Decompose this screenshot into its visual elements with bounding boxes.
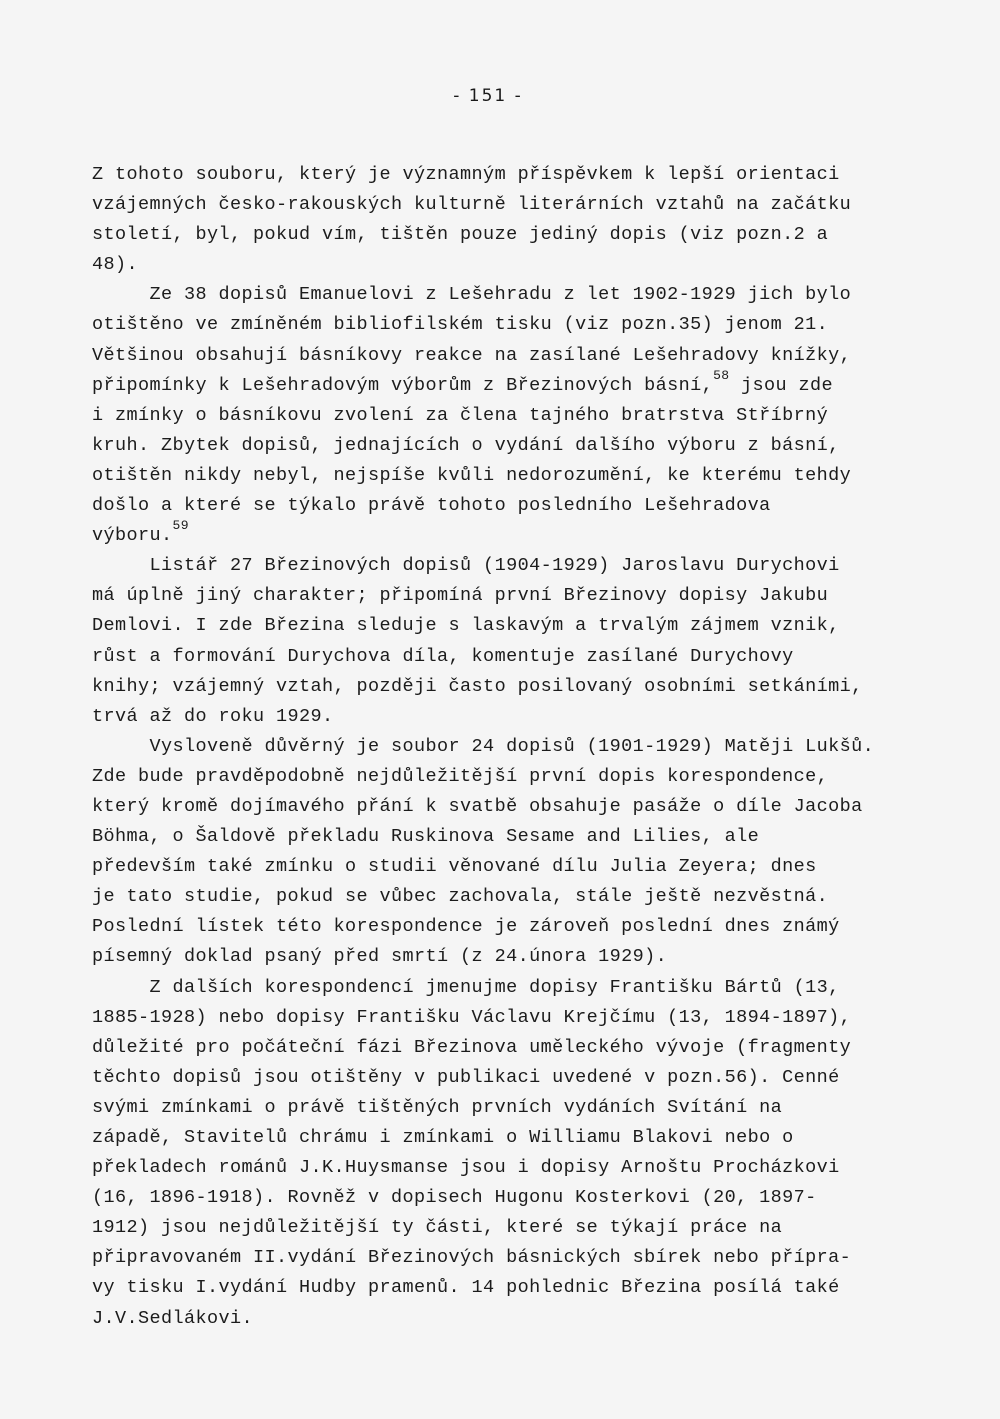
text-line [92, 491, 922, 521]
text-line-content: knihy; vzájemný vztah, později často posilovaný osobními setkáními, [92, 675, 863, 697]
text-line [92, 1243, 922, 1273]
text-line [92, 581, 922, 611]
text-line [92, 310, 922, 340]
text-line [92, 822, 922, 852]
text-line-content: svými zmínkami o právě tištěných prvních vydáních Svítání na [92, 1096, 783, 1118]
text-line [92, 461, 922, 491]
text-line-content: J.V.Sedlákovi. [92, 1307, 254, 1329]
text-line [92, 1213, 922, 1243]
text-line [92, 280, 922, 310]
text-line [92, 852, 922, 882]
text-line-content: došlo a které se týkalo právě tohoto posledního Lešehradova [92, 495, 771, 517]
text-line-content: (16, 1896-1918). Rovněž v dopisech Hugonu Kosterkovi (20, 1897- [92, 1187, 817, 1209]
text-line [92, 611, 922, 641]
text-line-content: těchto dopisů jsou otištěny v publikaci uvedené v pozn.56). Cenné [92, 1066, 840, 1088]
text-line-content: překladech románů J.K.Huysmanse jsou i dopisy Arnoštu Procházkovi [92, 1157, 840, 1179]
text-line [92, 1093, 922, 1123]
text-line-content: 1912) jsou nejdůležitější ty části, které se týkají práce na [92, 1217, 783, 1239]
text-line-content: především také zmínku o studii věnované dílu Julia Zeyera; dnes [92, 856, 817, 878]
text-line [92, 792, 922, 822]
body-text [92, 160, 922, 1334]
text-line-content: otištěn nikdy nebyl, nejspíše kvůli nedorozumění, ke kterému tehdy [92, 464, 852, 486]
text-line-content: který kromě dojímavého přání k svatbě obsahuje pasáže o díle Jacoba [92, 795, 863, 817]
footnote-reference: 58 [713, 367, 730, 383]
text-line-content: století, byl, pokud vím, tištěn pouze jediný dopis (viz pozn.2 a [92, 224, 829, 246]
text-line-content: i zmínky o básníkovu zvolení za člena tajného bratrstva Stříbrný [92, 404, 829, 426]
text-line [92, 762, 922, 792]
footnote-reference: 59 [172, 518, 189, 534]
text-line [92, 1003, 922, 1033]
text-line [92, 912, 922, 942]
page-number: - 151 - [453, 86, 523, 106]
text-line [92, 642, 922, 672]
text-line-content: Demlovi. I zde Březina sleduje s laskavým a trvalým zájmem vznik, [92, 615, 840, 637]
text-line [92, 1033, 922, 1063]
text-line [92, 401, 922, 431]
text-line [92, 190, 922, 220]
text-line [92, 250, 922, 280]
text-line-content: vzájemných česko-rakouských kulturně literárních vztahů na začátku [92, 194, 852, 216]
text-line-content: Vysloveně důvěrný je soubor 24 dopisů (1901-1929) Matěji Lukšů. [92, 735, 875, 757]
text-line-content: vy tisku I.vydání Hudby pramenů. 14 pohlednic Březina posílá také [92, 1277, 840, 1299]
text-line-content: je tato studie, pokud se vůbec zachovala, stále ještě nezvěstná. [92, 886, 829, 908]
text-line-content: připravovaném II.vydání Březinových básnických sbírek nebo přípra- [92, 1247, 852, 1269]
text-line-content: 1885-1928) nebo dopisy Františku Václavu Krejčímu (13, 1894-1897), [92, 1006, 852, 1028]
text-line-content: růst a formování Durychova díla, komentuje zasílané Durychovy [92, 645, 794, 667]
text-line [92, 518, 922, 551]
text-line-content: Poslední lístek této korespondence je zároveň poslední dnes známý [92, 916, 840, 938]
text-line [92, 220, 922, 250]
text-line-content: trvá až do roku 1929. [92, 705, 334, 727]
text-line [92, 973, 922, 1003]
text-line-content: Zde bude pravděpodobně nejdůležitější první dopis korespondence, [92, 765, 829, 787]
text-line-content: Ze 38 dopisů Emanuelovi z Lešehradu z let 1902-1929 jich bylo [92, 284, 852, 306]
text-line [92, 1123, 922, 1153]
text-line [92, 1273, 922, 1303]
text-line-continuation: jsou zde [729, 374, 834, 396]
text-line-content: Listář 27 Březinových dopisů (1904-1929) Jaroslavu Durychovi [92, 555, 840, 577]
text-line-content: Z dalších korespondencí jmenujme dopisy Františku Bártů (13, [92, 976, 840, 998]
text-line-content: má úplně jiný charakter; připomíná první Březinovy dopisy Jakubu [92, 585, 829, 607]
text-line-content: písemný doklad psaný před smrtí (z 24.února 1929). [92, 946, 668, 968]
text-line [92, 1153, 922, 1183]
text-line [92, 882, 922, 912]
text-line [92, 160, 922, 190]
text-line-content: kruh. Zbytek dopisů, jednajících o vydání dalšího výboru z básní, [92, 434, 840, 456]
text-line [92, 367, 922, 401]
text-line-content: otištěno ve zmíněném bibliofilském tisku (viz pozn.35) jenom 21. [92, 314, 829, 336]
text-line-content: západě, Stavitelů chrámu i zmínkami o Williamu Blakovi nebo o [92, 1127, 794, 1148]
text-line-content: Böhma, o Šaldově překladu Ruskinova Sesame and Lilies, ale [92, 826, 760, 848]
text-line-content: Většinou obsahují básníkovy reakce na zasílané Lešehradovy knížky, [92, 344, 852, 366]
text-line-content: důležité pro počáteční fázi Březinova uměleckého vývoje (fragmenty [92, 1036, 852, 1058]
text-line-content: Z tohoto souboru, který je významným příspěvkem k lepší orientaci [92, 164, 840, 185]
text-line [92, 341, 922, 371]
text-line-content: výboru. [92, 525, 173, 547]
text-line [92, 431, 922, 461]
text-line [92, 551, 922, 581]
text-line [92, 702, 922, 732]
text-line-content: 48). [92, 254, 139, 276]
text-line [92, 672, 922, 702]
text-line [92, 1183, 922, 1213]
text-line [92, 1063, 922, 1093]
text-line [92, 1304, 922, 1334]
text-line-content: připomínky k Lešehradovým výborům z Březinových básní, [92, 374, 714, 396]
text-line [92, 732, 922, 762]
text-line [92, 942, 922, 972]
